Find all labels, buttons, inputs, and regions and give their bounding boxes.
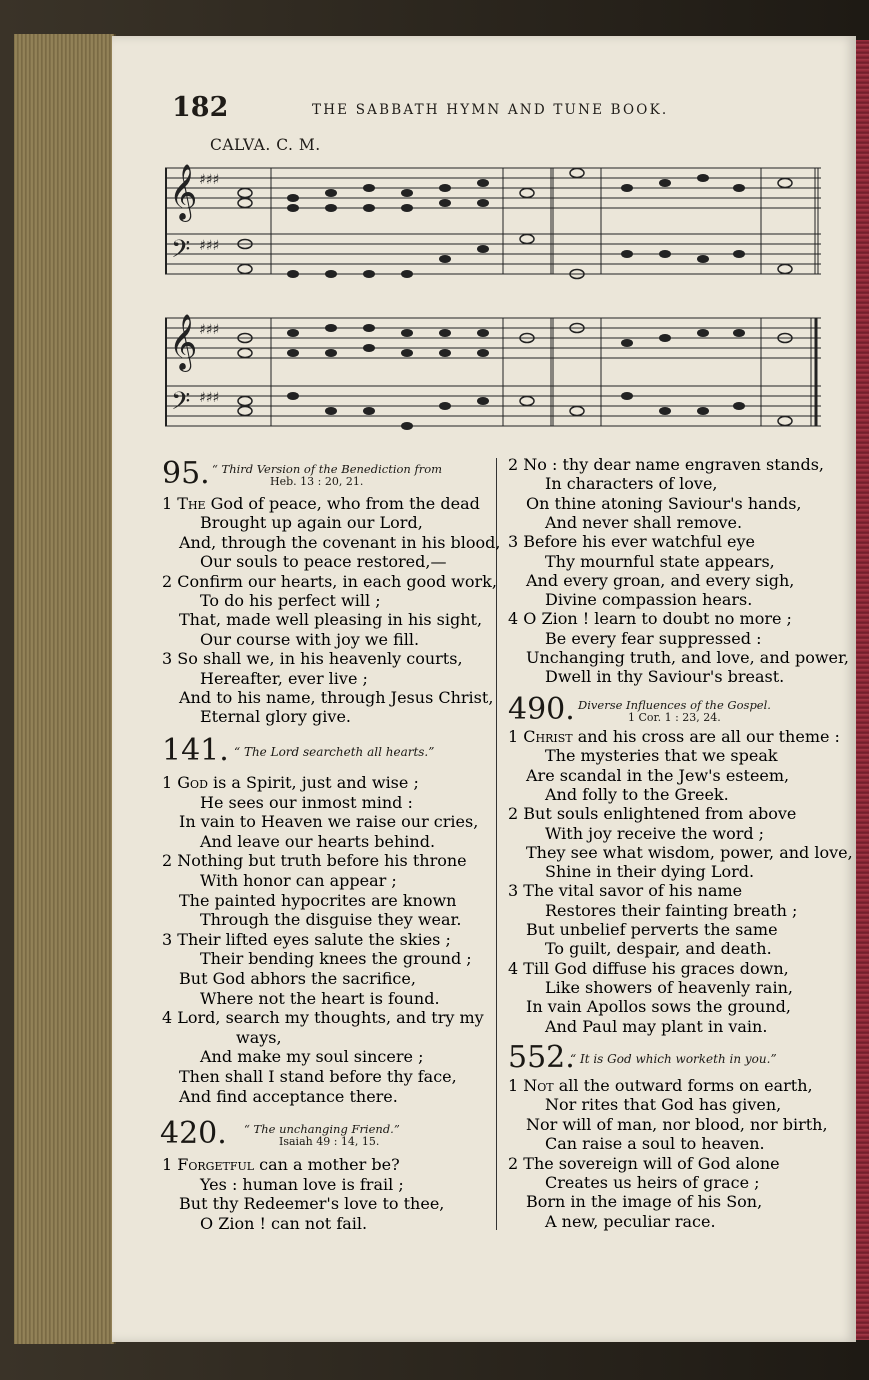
svg-text:𝄞: 𝄞 <box>169 164 198 220</box>
verse-line: Nor rites that God has given, <box>545 1095 782 1115</box>
treble-staff-1 <box>165 168 821 208</box>
hymn-reference: Heb. 13 : 20, 21. <box>270 475 364 488</box>
verse-line: The painted hypocrites are known <box>179 890 457 910</box>
verse-line: On thine atoning Saviour's hands, <box>526 493 802 513</box>
bass-staff-2 <box>165 386 821 426</box>
verse-line: And folly to the Greek. <box>545 784 729 804</box>
verse-line: Brought up again our Lord, <box>200 513 423 533</box>
verse-line: Hereafter, ever live ; <box>200 668 368 688</box>
svg-text:♯♯♯: ♯♯♯ <box>199 172 220 188</box>
verse-line: Unchanging truth, and love, and power, <box>526 648 849 667</box>
verse-line: And to his name, through Jesus Christ, <box>179 688 494 707</box>
verse-line: With joy receive the word ; <box>545 823 765 843</box>
hymn-epigraph: “ The unchanging Friend.” <box>244 1122 400 1136</box>
verse-line: In vain to Heaven we raise our cries, <box>179 812 479 832</box>
verse-line: Are scandal in the Jew's esteem, <box>526 765 790 785</box>
verse-line: Then shall I stand before thy face, <box>179 1067 457 1086</box>
hymn-reference: Isaiah 49 : 14, 15. <box>279 1135 380 1148</box>
page-number: 182 <box>172 92 229 123</box>
verse-line: But thy Redeemer's love to thee, <box>179 1194 445 1214</box>
verse-line: Their bending knees the ground ; <box>200 949 472 969</box>
verse-line: To guilt, despair, and death. <box>545 939 772 959</box>
verse-line: ways, <box>236 1027 282 1047</box>
right-page-edge <box>856 40 869 1340</box>
svg-text:𝄢: 𝄢 <box>171 387 191 422</box>
hymn-number: 490. <box>508 692 575 727</box>
verse-line: Where not the heart is found. <box>200 988 440 1008</box>
svg-text:♯♯♯: ♯♯♯ <box>199 390 220 406</box>
verse-line: But God abhors the sacrifice, <box>179 969 416 988</box>
verse-line: 1 Not all the outward forms on earth, <box>508 1076 813 1095</box>
tune-title: CALVA. C. M. <box>210 136 321 154</box>
verse-line: Through the disguise they wear. <box>200 910 462 930</box>
hymn-epigraph: “ The Lord searcheth all hearts.” <box>234 745 435 759</box>
hymn-reference: 1 Cor. 1 : 23, 24. <box>628 711 721 724</box>
verse-line: And, through the covenant in his blood, <box>179 532 501 552</box>
verse-line: With honor can appear ; <box>200 871 397 890</box>
verse-line: But unbelief perverts the same <box>526 920 778 939</box>
hymn-number: 420. <box>160 1116 227 1151</box>
verse-line: Like showers of heavenly rain, <box>545 977 793 997</box>
verse-line: Divine compassion hears. <box>545 590 753 610</box>
notes-system-1 <box>238 169 792 279</box>
page-edge-gilt <box>14 34 116 1344</box>
verse-line: Born in the image of his Son, <box>526 1192 763 1212</box>
music-system-1 <box>165 162 825 282</box>
verse-line: In vain Apollos sows the ground, <box>526 997 791 1017</box>
verse-line: O Zion ! can not fail. <box>200 1213 368 1233</box>
verse-line: Can raise a soul to heaven. <box>545 1134 765 1154</box>
verse-line: 2 Confirm our hearts, in each good work, <box>162 571 497 591</box>
verse-line: 2 But souls enlightened from above <box>508 804 797 824</box>
verse-line: 3 Their lifted eyes salute the skies ; <box>162 929 451 949</box>
verse-line: The mysteries that we speak <box>545 746 778 766</box>
verse-line: A new, peculiar race. <box>545 1211 716 1231</box>
verse-line: 3 Before his ever watchful eye <box>508 532 756 552</box>
hymn-epigraph: Diverse Influences of the Gospel. <box>578 698 771 712</box>
verse-line: Nor will of man, nor blood, nor birth, <box>526 1114 828 1134</box>
verse-line: That, made well pleasing in his sight, <box>179 610 483 630</box>
verse-line: 2 No : thy dear name engraven stands, <box>508 455 824 474</box>
verse-line: 2 Nothing but truth before his throne <box>162 851 467 871</box>
verse-line: Our course with joy we fill. <box>200 629 420 649</box>
verse-line: 1 Christ and his cross are all our theme : <box>508 727 840 746</box>
verse-line: 4 Till God diffuse his graces down, <box>508 958 789 978</box>
verse-line: And never shall remove. <box>545 512 743 532</box>
verse-line: And make my soul sincere ; <box>200 1047 424 1067</box>
verse-line: Thy mournful state appears, <box>545 551 775 571</box>
svg-text:♯♯♯: ♯♯♯ <box>199 238 220 254</box>
verse-line: 1 God is a Spirit, just and wise ; <box>162 773 419 792</box>
treble-staff-2 <box>165 318 821 358</box>
hymn-epigraph: “ It is God which worketh in you.” <box>570 1052 777 1066</box>
notes-system-2 <box>238 324 792 431</box>
verse-line: He sees our inmost mind : <box>200 792 413 812</box>
hymn-number: 95. <box>162 456 210 491</box>
verse-line: And leave our hearts behind. <box>200 831 436 851</box>
verse-line: 1 Forgetful can a mother be? <box>162 1155 400 1174</box>
verse-line: 3 The vital savor of his name <box>508 881 743 901</box>
hymn-number: 141. <box>162 733 229 768</box>
verse-line: Yes : human love is frail ; <box>200 1174 404 1194</box>
verse-line: Our souls to peace restored,— <box>200 552 447 572</box>
verse-line: 2 The sovereign will of God alone <box>508 1153 780 1173</box>
music-system-2 <box>165 312 825 436</box>
verse-line: Dwell in thy Saviour's breast. <box>545 667 785 687</box>
svg-text:♯♯♯: ♯♯♯ <box>199 322 220 338</box>
verse-line: Shine in their dying Lord. <box>545 862 755 882</box>
svg-text:𝄢: 𝄢 <box>171 235 191 270</box>
verse-line: Be every fear suppressed : <box>545 628 762 648</box>
hymn-epigraph: “ Third Version of the Benediction from <box>212 462 443 476</box>
bass-staff-1 <box>165 234 821 274</box>
running-title: THE SABBATH HYMN AND TUNE BOOK. <box>312 102 669 118</box>
verse-line: To do his perfect will ; <box>200 591 381 610</box>
verse-line: In characters of love, <box>545 474 718 494</box>
verse-line: 4 O Zion ! learn to doubt no more ; <box>508 609 792 629</box>
verse-line: And find acceptance there. <box>179 1086 398 1106</box>
verse-line: They see what wisdom, power, and love, <box>526 842 853 862</box>
verse-line: Eternal glory give. <box>200 707 351 727</box>
verse-line: 1 The God of peace, who from the dead <box>162 494 480 513</box>
verse-line: 3 So shall we, in his heavenly courts, <box>162 649 463 669</box>
verse-line: Restores their fainting breath ; <box>545 900 798 920</box>
verse-line: Creates us heirs of grace ; <box>545 1173 760 1192</box>
svg-text:𝄞: 𝄞 <box>169 314 198 370</box>
verse-line: 4 Lord, search my thoughts, and try my <box>162 1008 484 1028</box>
verse-line: And Paul may plant in vain. <box>545 1016 768 1036</box>
hymn-number: 552. <box>508 1040 575 1075</box>
verse-line: And every groan, and every sigh, <box>526 570 795 590</box>
